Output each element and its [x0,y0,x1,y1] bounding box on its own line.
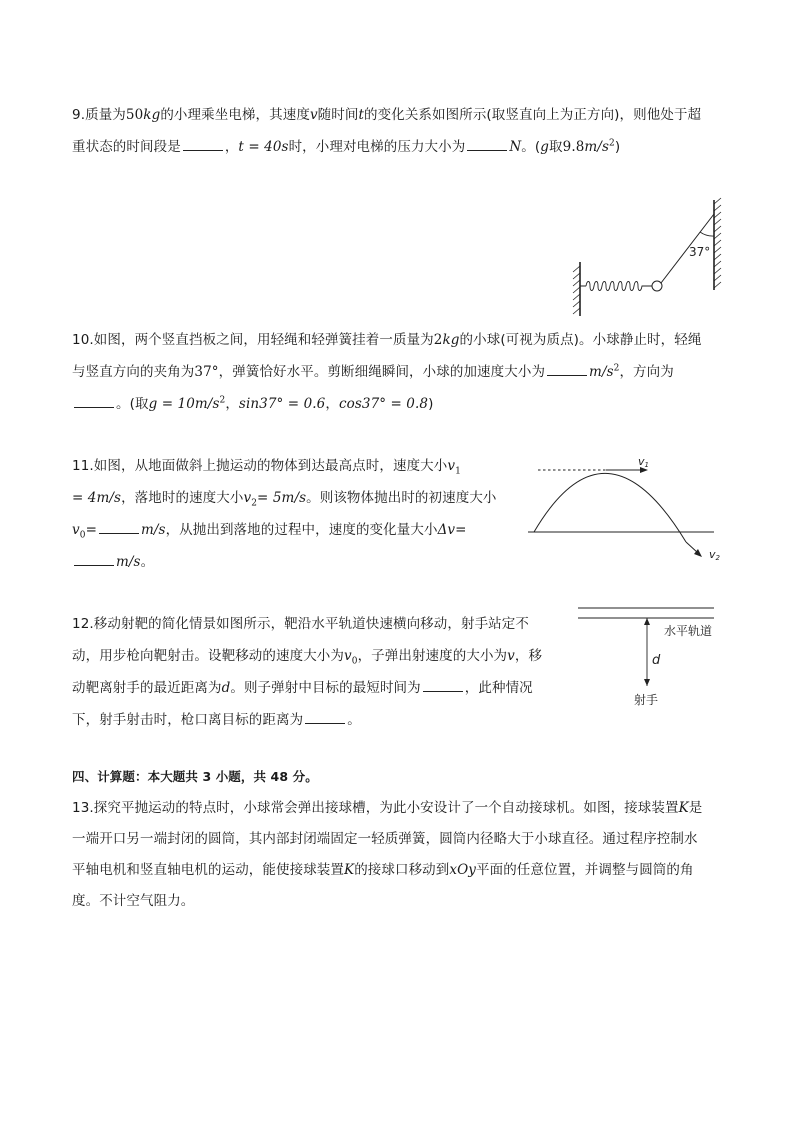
q10-figure [568,196,728,320]
q10-blank-2[interactable] [74,395,114,408]
q9-blank-2[interactable] [467,138,507,151]
q11-number: 11. [72,458,94,474]
q11-blank-2[interactable] [74,553,114,566]
q9-blank-1[interactable] [183,138,223,151]
q11-line-3: $v_0= m/s$，从抛出到落地的过程中，速度的变化量大小Δv= [72,522,467,541]
q13-line-2: 一端开口另一端封闭的圆筒，其内部封闭端固定一轻质弹簧，圆筒内径略大于小球直径。通过程序控制水 [72,831,698,847]
distance-arrow-up [644,618,650,625]
svg-text:v2: v2 [709,548,720,562]
d-label: d [652,653,661,668]
q13-line-4: 度。不计空气阻力。 [72,893,195,909]
right-wall-hatch [714,198,721,288]
left-wall-hatch [573,266,580,314]
q10-line-1: 10.如图，两个竖直挡板之间，用轻绳和轻弹簧挂着一质量为2kg的小球(可视为质点)。小球静止时，轻绳 [72,332,702,348]
angle-label: 37° [689,245,711,259]
q13-line-3: 平轴电机和竖直轴电机的运动，能使接球装置K的接球口移动到xOy平面的任意位置，并调整与圆筒的角 [72,862,694,878]
q11-line-4: m/s。 [72,550,154,570]
q10-line-3: 。(取$g = 10m/s^2$，sin37° = 0.6，cos37° = 0.8) [72,392,433,412]
q10-line-2: 与竖直方向的夹角为37°，弹簧恰好水平。剪断细绳瞬间，小球的加速度大小为 $m/s^2$，方向为 [72,363,674,380]
q12-line-3: 动靶离射手的最近距离为d。则子弹射中目标的最短时间为 ，此种情况 [72,680,533,696]
v1-label: v [638,455,645,468]
q13-line-1: 13.探究平抛运动的特点时，小球常会弹出接球槽，为此小安设计了一个自动接球机。如图，接球装置K是 [72,800,703,816]
q11-line-2: = 4m/s，落地时的速度大小$v_2= 5m/s$。则该物体抛出时的初速度大小 [72,490,497,509]
q11-line-1: 11.如图，从地面做斜上抛运动的物体到达最高点时，速度大小$v_1$ [72,458,461,477]
q9-line-2: 重状态的时间段是 ，t = 40s时，小理对电梯的压力大小为 N。(g取$9.8m/s^2$) [72,138,621,155]
svg-text:v1: v1 [638,455,649,469]
spring [580,282,652,291]
q13-number: 13. [72,800,94,816]
q9-number: 9. [72,107,86,123]
q10-blank-1[interactable] [547,363,587,376]
distance-arrow-down [644,679,650,686]
section4-heading: 四、计算题：本大题共 3 小题，共 48 分。 [72,769,318,784]
v2-label: v [709,548,716,561]
q11-figure [526,454,726,564]
q12-number: 12. [72,616,94,632]
q12-figure [576,604,726,714]
shooter-label: 射手 [634,693,659,707]
q9-line-1: 9.质量为50kg的小理乘坐电梯，其速度v随时间t的变化关系如图所示(取竖直向上为正方向)，则他处于超 [72,107,702,123]
ball [652,281,662,291]
track-label: 水平轨道 [664,624,713,638]
q11-blank-1[interactable] [99,521,139,534]
q12-blank-1[interactable] [423,679,463,692]
q12-line-1: 12.移动射靶的简化情景如图所示，靶沿水平轨道快速横向移动，射手站定不 [72,616,529,632]
q12-line-4: 下，射手射击时，枪口离目标的距离为 。 [72,712,361,728]
q12-blank-2[interactable] [305,711,345,724]
angle-arc [700,232,714,236]
q12-line-2: 动，用步枪向靶射击。设靶移动的速度大小为$v_0$，子弹出射速度的大小为v，移 [72,648,543,667]
q10-number: 10. [72,332,94,348]
